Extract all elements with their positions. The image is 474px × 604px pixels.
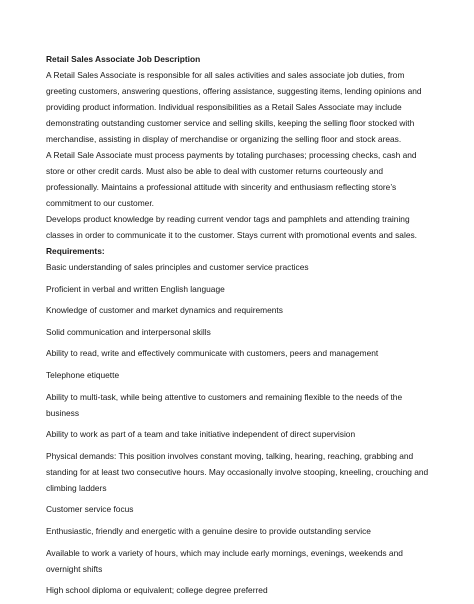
requirement-item: Knowledge of customer and market dynamics and requirements xyxy=(46,305,283,316)
description-paragraphs xyxy=(46,67,436,243)
requirement-item: Customer service focus xyxy=(46,504,134,515)
description-paragraph: A Retail Sale Associate must process payments by totaling purchases; processing checks, cash and store or other credit cards. Must also be able to deal with customer returns courteously and professionally. Maintains a professional attitude with sincerity and enthusiasm reflecting store’s commitment to our customer. xyxy=(46,150,417,208)
requirement-item: High school diploma or equivalent; college degree preferred xyxy=(46,585,268,596)
document-title: Retail Sales Associate Job Description xyxy=(46,54,201,64)
requirement-item: Telephone etiquette xyxy=(46,369,120,380)
requirement-item: Ability to multi-task, while being attentive to customers and remaining flexible to the needs of the business xyxy=(46,391,403,418)
description-paragraph: Develops product knowledge by reading current vendor tags and pamphlets and attending training classes in order to communicate it to the customer. Stays current with promotional events and sales. xyxy=(46,214,417,240)
requirement-item: Solid communication and interpersonal skills xyxy=(46,326,211,337)
requirement-item: Basic understanding of sales principles and customer service practices xyxy=(46,262,309,272)
requirement-item: Proficient in verbal and written English language xyxy=(46,283,225,294)
requirement-item: Available to work a variety of hours, which may include early mornings, evenings, weekends and overnight shifts xyxy=(46,547,403,574)
document-body xyxy=(46,51,436,604)
requirements-list xyxy=(46,259,436,598)
requirement-item: Physical demands: This position involves constant moving, talking, hearing, reaching, grabbing and standing for at least two consecutive hours. May occasionally involve stooping, kneeling, crouching and climbing ladders xyxy=(46,450,429,493)
description-paragraph: A Retail Sales Associate is responsible for all sales activities and sales associate job duties, from greeting customers, answering questions, offering assistance, suggesting items, lending opinions and providing product information. Individual responsibilities as a Retail Sales Associate may include demonstrating outstanding customer service and selling skills, keeping the selling floor stocked with merchandise, assisting in display of merchandise or organizing the selling floor and stock areas. xyxy=(46,70,422,144)
requirement-item: Enthusiastic, friendly and energetic with a genuine desire to provide outstanding service xyxy=(46,525,371,536)
requirement-item: Ability to work as part of a team and take initiative independent of direct supervision xyxy=(46,429,356,440)
requirements-heading: Requirements: xyxy=(46,246,105,256)
requirement-item: Ability to read, write and effectively communicate with customers, peers and management xyxy=(46,348,379,359)
